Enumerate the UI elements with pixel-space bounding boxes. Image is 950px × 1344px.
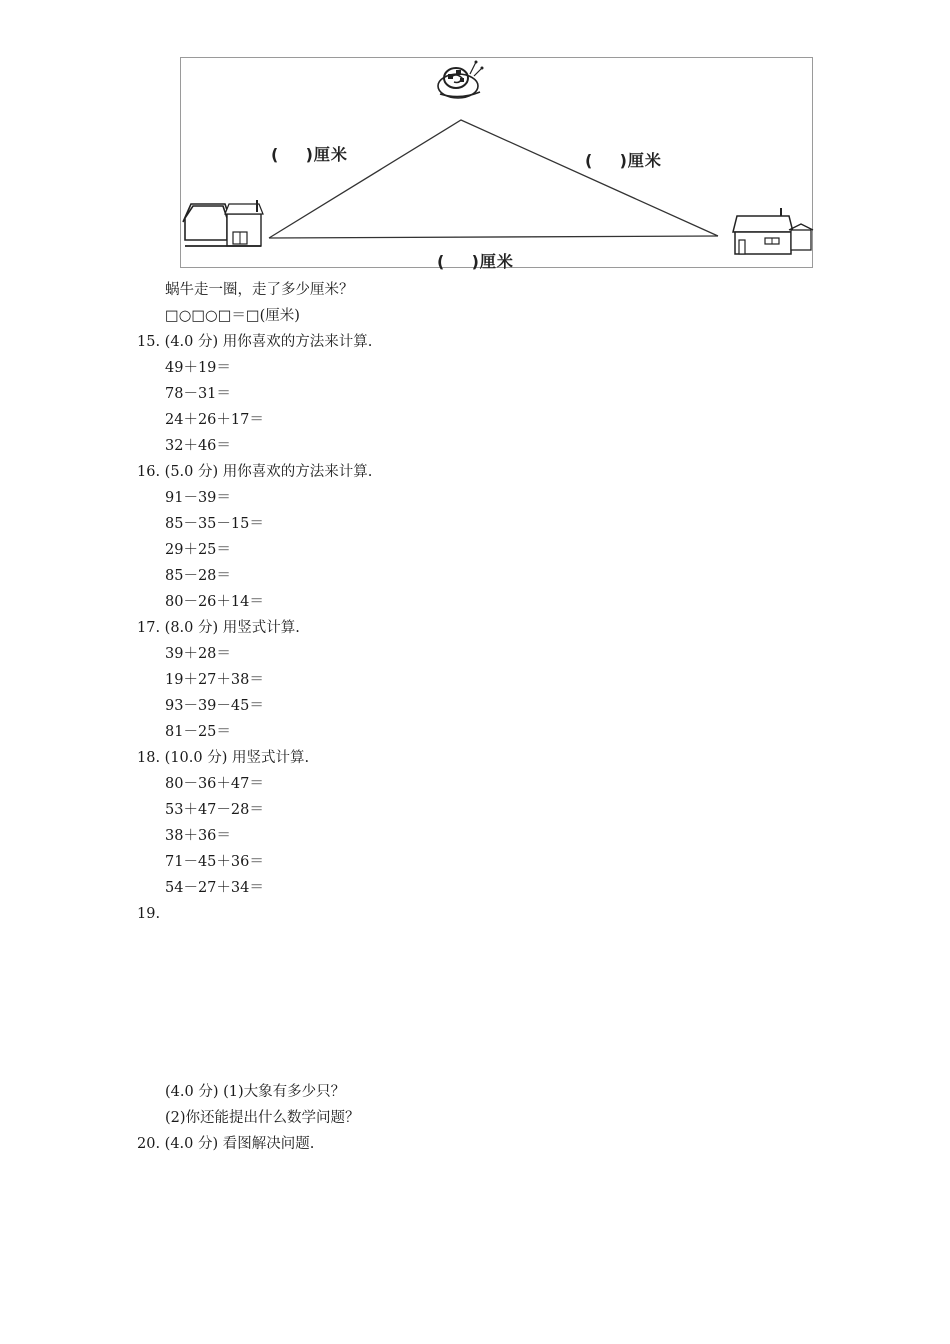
q17-item: 93－39－45＝ [165,698,264,714]
q19-part1: (4.0 分) (1)大象有多少只？ [165,1084,346,1100]
q18-item: 54－27＋34＝ [165,880,264,896]
left-side-length-label: ( )厘米 [271,145,348,164]
left-house-icon [183,200,263,246]
q20-header: 20. (4.0 分) 看图解决问题. [137,1136,315,1152]
q15-item: 24＋26＋17＝ [165,412,264,428]
q16-item: 85－28＝ [165,568,231,584]
q17-header: 17. (8.0 分) 用竖式计算. [137,620,300,636]
q15-header: 15. (4.0 分) 用你喜欢的方法来计算. [137,334,373,350]
q15-item: 78－31＝ [165,386,231,402]
q17-item: 81－25＝ [165,724,231,740]
snail-icon [438,61,484,99]
q15-item: 49＋19＝ [165,360,231,376]
q18-item: 53＋47－28＝ [165,802,264,818]
q18-item: 80－36＋47＝ [165,776,264,792]
snail-triangle-figure [180,57,813,271]
q17-item: 19＋27＋38＝ [165,672,264,688]
q16-item: 91－39＝ [165,490,231,506]
q16-item: 29＋25＝ [165,542,231,558]
triangle-sides [269,120,718,238]
q18-header: 18. (10.0 分) 用竖式计算. [137,750,310,766]
q16-header: 16. (5.0 分) 用你喜欢的方法来计算. [137,464,373,480]
q15-item: 32＋46＝ [165,438,231,454]
bottom-side-length-label: ( )厘米 [437,252,514,271]
right-side-length-label: ( )厘米 [585,151,662,170]
q17-item: 39＋28＝ [165,646,231,662]
right-house-icon [733,208,813,254]
q14-formula: □○□○□＝□(厘米) [165,308,300,324]
q16-item: 80－26＋14＝ [165,594,264,610]
q14-question: 蜗牛走一圈，走了多少厘米？ [165,282,354,298]
triangle-base [269,236,718,238]
q18-item: 71－45＋36＝ [165,854,264,870]
q19-number: 19. [137,906,161,922]
q19-part2: (2)你还能提出什么数学问题？ [165,1110,360,1126]
q16-item: 85－35－15＝ [165,516,264,532]
q18-item: 38＋36＝ [165,828,231,844]
